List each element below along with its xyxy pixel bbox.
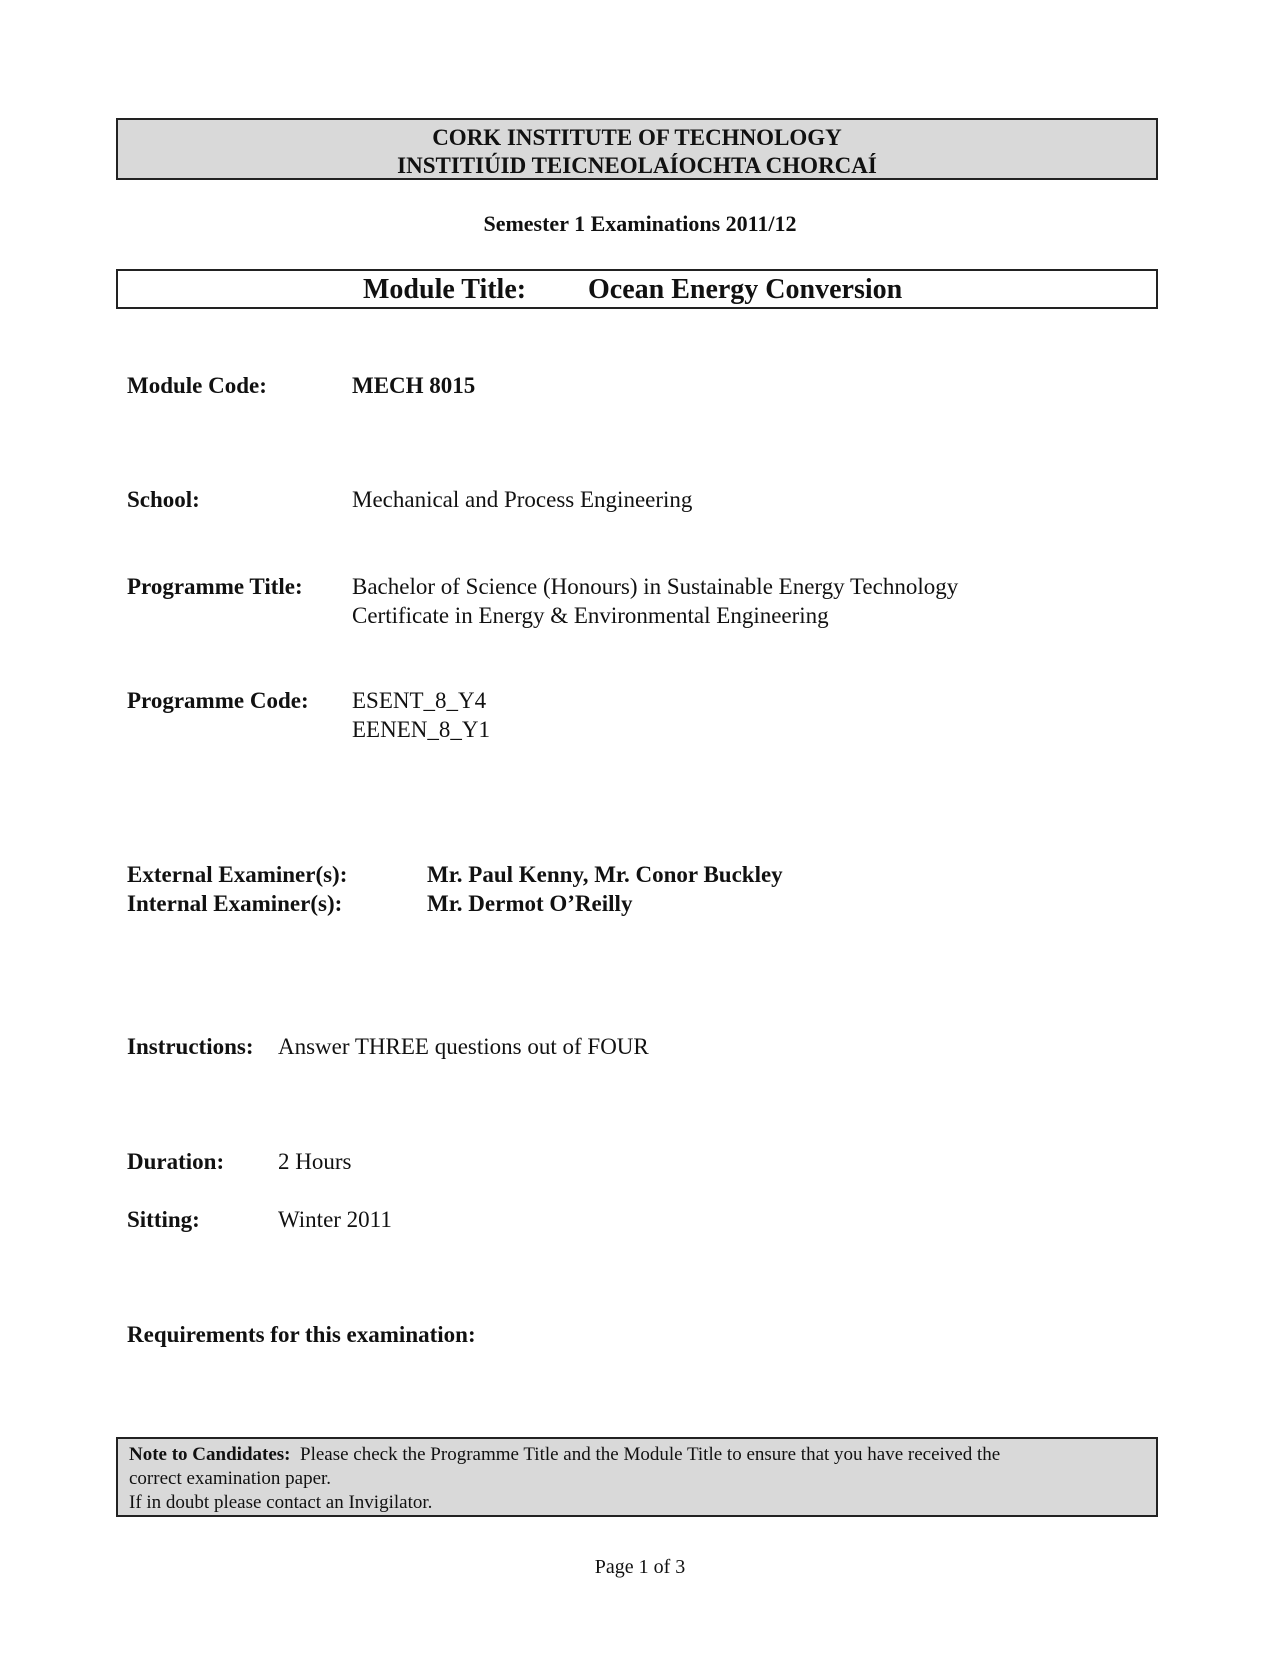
instructions-value: Answer THREE questions out of FOUR xyxy=(278,1034,649,1059)
duration-label: Duration: xyxy=(127,1149,225,1174)
note-line: correct examination paper. xyxy=(129,1468,332,1489)
programme-code-line: EENEN_8_Y1 xyxy=(352,717,490,742)
internal-examiners-value: Mr. Dermot O’Reilly xyxy=(427,891,633,916)
page-number: Page 1 of 3 xyxy=(594,1556,686,1578)
note-label: Note to Candidates: xyxy=(129,1444,291,1465)
programme-code-label: Programme Code: xyxy=(127,688,309,713)
programme-code-line: ESENT_8_Y4 xyxy=(352,688,487,713)
module-code-label: Module Code: xyxy=(127,373,267,398)
module-title-label: Module Title: xyxy=(363,274,527,305)
external-examiners-label: External Examiner(s): xyxy=(127,862,348,887)
external-examiners-value: Mr. Paul Kenny, Mr. Conor Buckley xyxy=(427,862,783,887)
sitting-label: Sitting: xyxy=(127,1207,200,1232)
programme-title-value xyxy=(352,572,958,630)
requirements-heading: Requirements for this examination: xyxy=(127,1322,476,1347)
module-code-value: MECH 8015 xyxy=(352,373,476,398)
programme-title-label: Programme Title: xyxy=(127,574,303,599)
sitting-value: Winter 2011 xyxy=(278,1207,392,1232)
school-label: School: xyxy=(127,487,200,512)
institution-name-irish: INSTITIÚID TEICNEOLAÍOCHTA CHORCAÍ xyxy=(397,153,877,178)
programme-title-line: Certificate in Energy & Environmental Engineering xyxy=(352,603,829,628)
institution-name-english: CORK INSTITUTE OF TECHNOLOGY xyxy=(432,125,842,150)
school-value: Mechanical and Process Engineering xyxy=(352,487,693,512)
duration-value: 2 Hours xyxy=(278,1149,352,1174)
internal-examiners-label: Internal Examiner(s): xyxy=(127,891,343,916)
instructions-label: Instructions: xyxy=(127,1034,254,1059)
module-title-box xyxy=(116,269,1158,309)
module-title-value: Ocean Energy Conversion xyxy=(588,274,903,305)
institution-header xyxy=(116,118,1158,180)
note-to-candidates xyxy=(116,1437,1158,1517)
semester-heading: Semester 1 Examinations 2011/12 xyxy=(483,211,797,236)
note-line xyxy=(129,1443,1145,1467)
programme-code-value xyxy=(352,686,490,744)
note-text: Please check the Programme Title and the Module Title to ensure that you have received the xyxy=(300,1444,1001,1465)
programme-title-line: Bachelor of Science (Honours) in Sustainable Energy Technology xyxy=(352,574,959,599)
note-line: If in doubt please contact an Invigilator. xyxy=(129,1492,433,1513)
